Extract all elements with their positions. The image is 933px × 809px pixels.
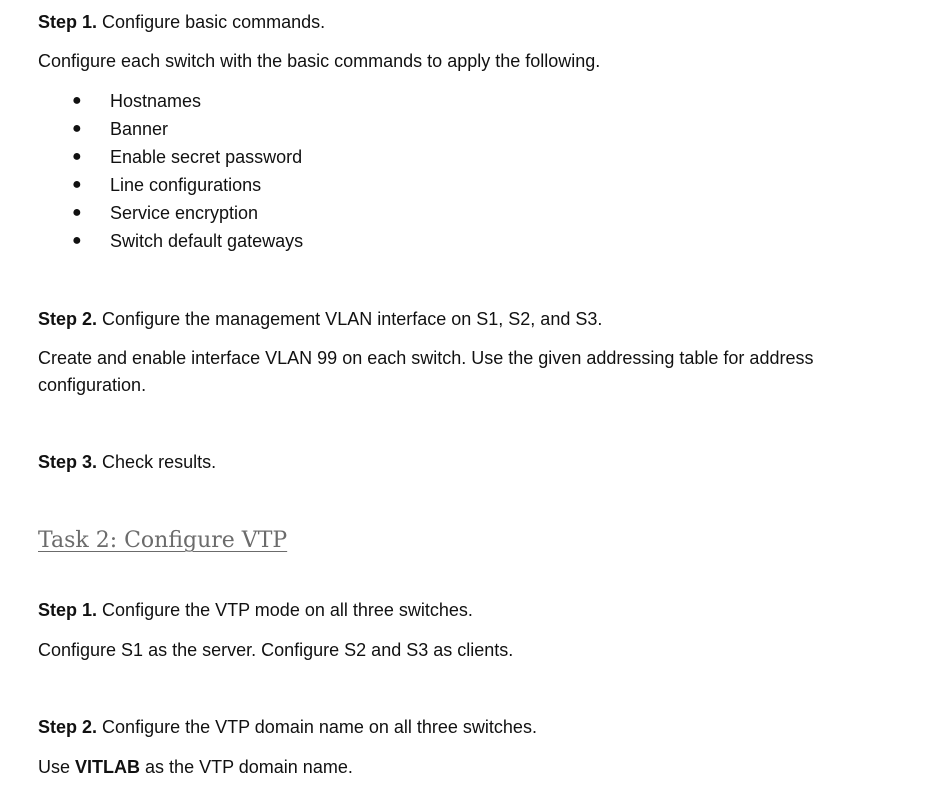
step-label: Step 2. <box>38 717 98 737</box>
step1-description: Configure each switch with the basic commands to apply the following. <box>38 51 601 71</box>
step1-heading <box>38 11 325 33</box>
desc-prefix: Use <box>38 757 71 777</box>
step2-description: Create and enable interface VLAN 99 on each switch. Use the given addressing table for address configuration. <box>38 348 814 395</box>
task2-step2-description <box>38 756 353 778</box>
bullet-icon: ● <box>72 148 82 165</box>
step-label: Step 2. <box>38 309 98 329</box>
step-label: Step 1. <box>38 600 98 620</box>
step3-heading <box>38 451 216 473</box>
step-title: Configure the VTP mode on all three switches. <box>102 600 473 620</box>
desc-suffix: as the VTP domain name. <box>145 757 353 777</box>
task2-step2-heading <box>38 716 537 738</box>
task2-heading: Task 2: Configure VTP <box>38 528 288 553</box>
step-title: Check results. <box>102 452 217 472</box>
bullet-icon: ● <box>72 92 82 109</box>
step-title: Configure the VTP domain name on all three switches. <box>102 717 537 737</box>
step-label: Step 1. <box>38 12 98 32</box>
step-title: Configure basic commands. <box>102 12 326 32</box>
step-title: Configure the management VLAN interface on S1, S2, and S3. <box>102 309 603 329</box>
task2-step1-description: Configure S1 as the server. Configure S2 and S3 as clients. <box>38 640 514 660</box>
task2-step1-heading <box>38 599 473 621</box>
step2-heading <box>38 308 602 330</box>
step-label: Step 3. <box>38 452 98 472</box>
vtp-domain-name: VITLAB <box>75 757 141 777</box>
bullet-icon: ● <box>72 120 82 137</box>
bullet-icon: ● <box>72 232 82 249</box>
bullet-icon: ● <box>72 204 82 221</box>
bullet-icon: ● <box>72 176 82 193</box>
